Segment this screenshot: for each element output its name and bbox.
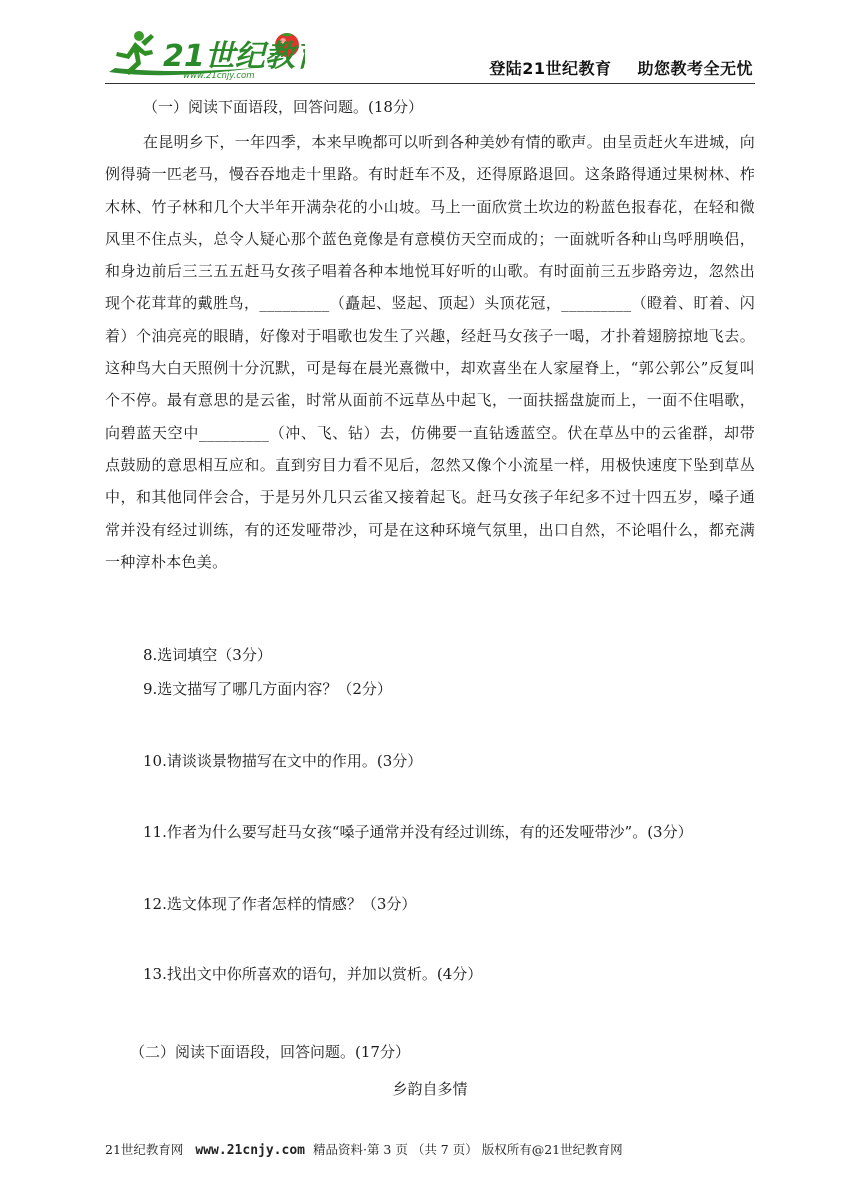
footer-page-info: 精品资料·第 3 页 （共 7 页） 版权所有@21世纪教育网 xyxy=(312,1142,623,1157)
question-11: 11.作者为什么要写赶马女孩“嗓子通常并没有经过训练，有的还发哑带沙”。(3分） xyxy=(143,823,693,841)
slogan-left: 登陆21世纪教育 xyxy=(489,59,612,78)
svg-text:21世纪教育: 21世纪教 xyxy=(163,39,295,74)
section-2-title: （二）阅读下面语段，回答问题。(17分） xyxy=(130,1043,410,1061)
header-slogan xyxy=(489,56,753,79)
reading-passage: 在昆明乡下，一年四季，本来早晚都可以听到各种美妙有情的歌声。由呈贡赶火车进城，向例得骑一匹老马，慢吞吞地走十里路。有时赶车不及，还得原路退回。这条路得通过果树林、柞木林、竹子林和几个大半年开满杂花的小山坡。马上一面欣赏土坎边的粉蓝色报春花，在轻和微风里不住点头，总令人疑心那个蓝色竟像是有意模仿天空而成的；一面就听各种山鸟呼朋唤侣，和身边前后三三五五赶马女孩子唱着各种本地悦耳好听的山歌。有时面前三五步路旁边，忽然出现个花茸茸的戴胜鸟，_________（矗起、竖起、顶起）头顶花冠，_________（瞪着、盯着、闪着）个油亮亮的眼睛，好像对于唱歌也发生了兴趣，经赶马女孩子一喝，才扑着翅膀掠地飞去。这种鸟大白天照例十分沉默，可是每在晨光熹微中，却欢喜坐在人家屋脊上，“郭公郭公”反复叫个不停。最有意思的是云雀，时常从面前不远草丛中起飞，一面扶摇盘旋而上，一面不住唱歌，向碧蓝天空中_________（冲、飞、钻）去，仿佛要一直钻透蓝空。伏在草丛中的云雀群，却带点鼓励的意思相互应和。直到穷目力看不见后，忽然又像个小流星一样，用极快速度下坠到草丛中，和其他同伴会合，于是另外几只云雀又接着起飞。赶马女孩子年纪多不过十四五岁，嗓子通常并没有经过训练，有的还发哑带沙，可是在这种环境气氛里，出口自然，不论唱什么，都充满一种淳朴本色美。 xyxy=(105,133,756,571)
question-10: 10.请谈谈景物描写在文中的作用。(3分） xyxy=(143,752,423,770)
running-figure-logo-icon xyxy=(105,28,305,82)
question-13: 13.找出文中你所喜欢的语句，并加以赏析。(4分） xyxy=(143,965,483,983)
question-12: 12.选文体现了作者怎样的情感？（3分） xyxy=(143,895,417,913)
section-1-title: （一）阅读下面语段，回答问题。(18分） xyxy=(143,98,423,116)
page-footer xyxy=(105,1140,755,1158)
passage-2-title: 乡韵自多情 xyxy=(392,1080,468,1098)
svg-text:www.21cnjy.com: www.21cnjy.com xyxy=(183,71,255,81)
slogan-right: 助您教考全无忧 xyxy=(637,59,753,78)
footer-url: www.21cnjy.com xyxy=(195,1143,305,1158)
question-9: 9.选文描写了哪几方面内容？（2分） xyxy=(143,680,392,698)
page-header xyxy=(105,28,755,82)
site-logo xyxy=(105,28,305,82)
document-body xyxy=(105,94,756,1098)
question-8: 8.选词填空（3分） xyxy=(143,646,272,664)
header-divider xyxy=(105,83,755,84)
footer-site-name: 21世纪教育网 xyxy=(105,1142,184,1157)
